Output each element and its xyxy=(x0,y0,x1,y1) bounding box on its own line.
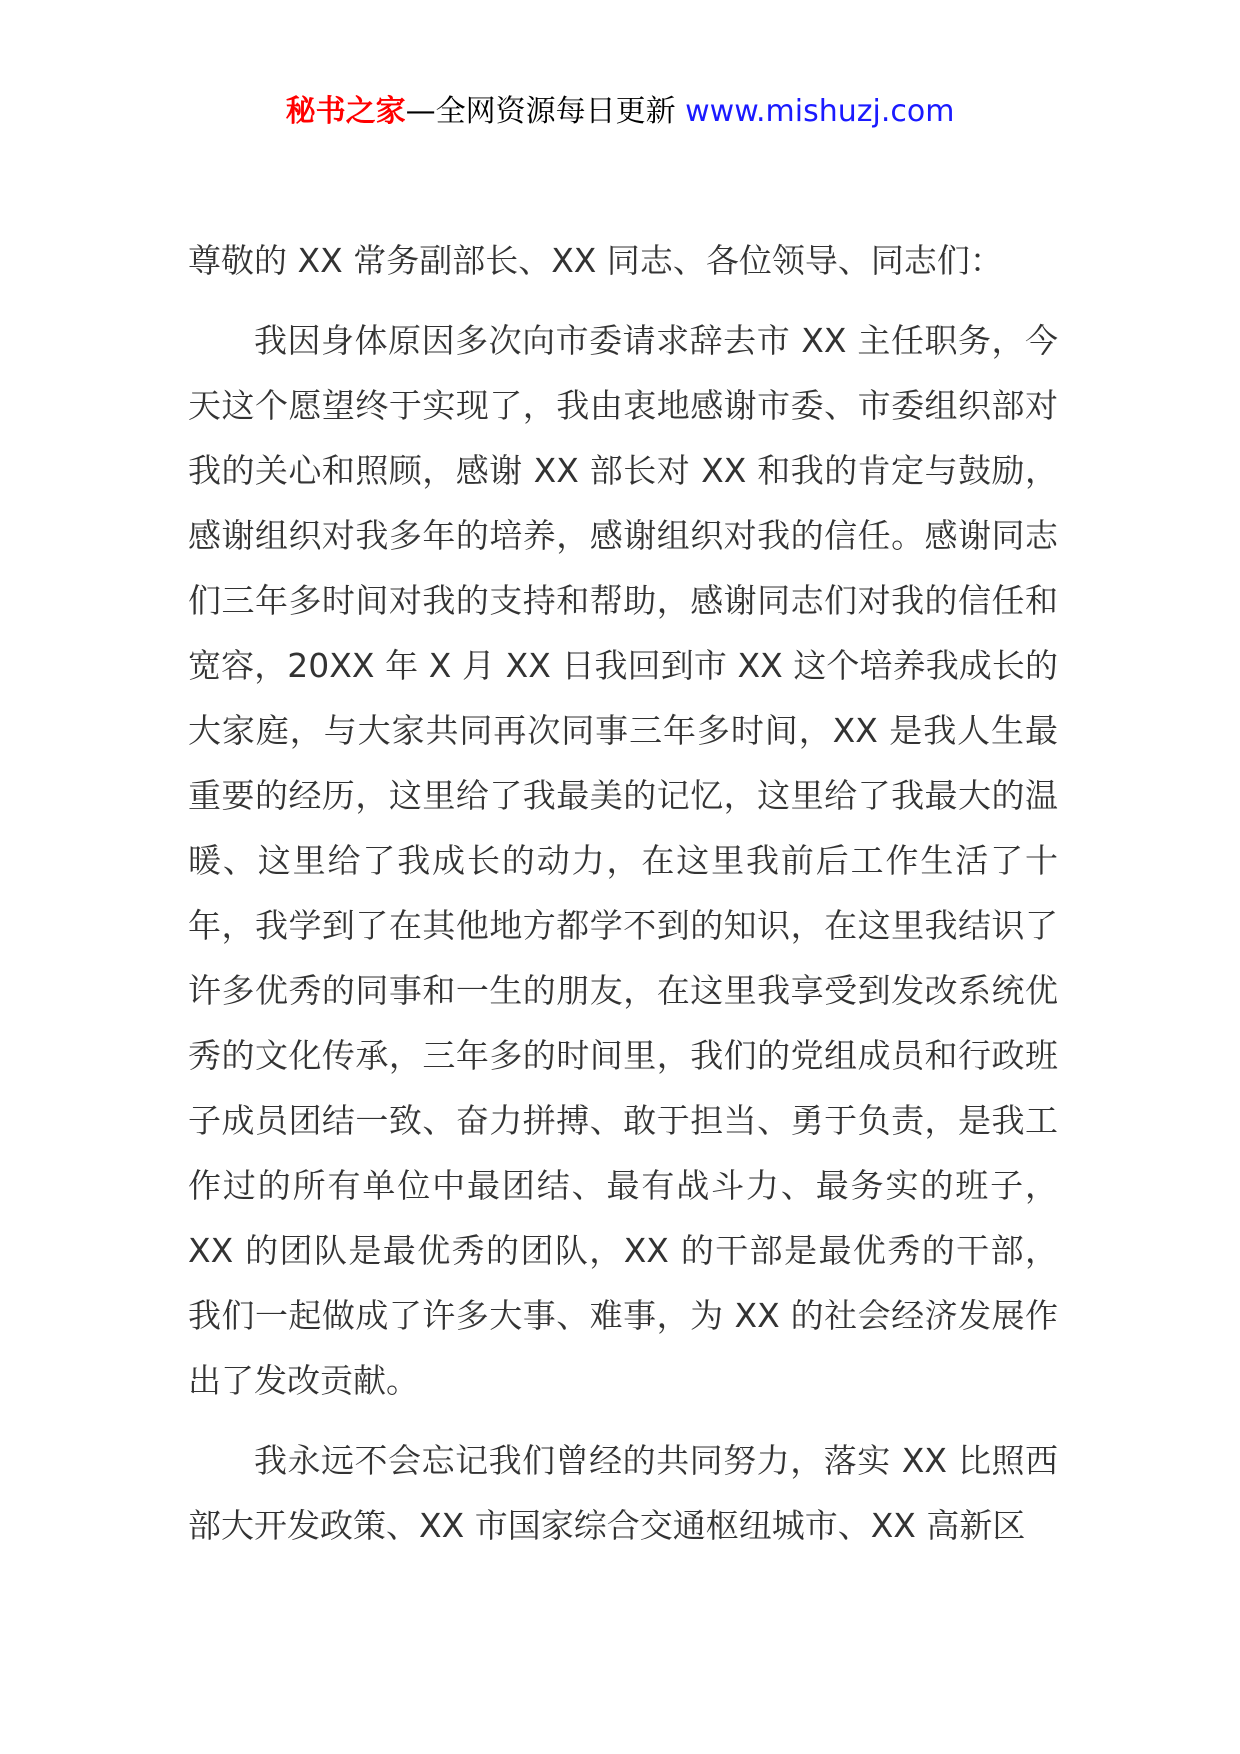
paragraph-2: 我永远不会忘记我们曾经的共同努力，落实 XX 比照西部大开发政策、XX 市国家综合交通枢纽城市、XX 高新区 xyxy=(188,1441,1058,1545)
paragraph-1: 我因身体原因多次向市委请求辞去市 XX 主任职务，今天这个愿望终于实现了，我由衷地感谢市委、市委组织部对我的关心和照顾，感谢 XX 部长对 XX 和我的肯定与鼓励，感谢组织对我多年的培养，感谢组织对我的信任。感谢同志们三年多时间对我的支持和帮助，感谢同志们对我的信任和宽容，20XX 年 X 月 XX 日我回到市 XX 这个培养我成长的大家庭，与大家共同再次同事三年多时间，XX 是我人生最重要的经历，这里给了我最美的记忆，这里给了我最大的温暖、这里给了我成长的动力，在这里我前后工作生活了十年，我学到了在其他地方都学不到的知识，在这里我结识了许多优秀的同事和一生的朋友，在这里我享受到发改系统优秀的文化传承，三年多的时间里，我们的党组成员和行政班子成员团结一致、奋力拼搏、敢于担当、勇于负责，是我工作过的所有单位中最团结、最有战斗力、最务实的班子，XX 的团队是最优秀的团队，XX 的干部是最优秀的干部，我们一起做成了许多大事、难事，为 XX 的社会经济发展作出了发改贡献。 xyxy=(188,321,1058,1400)
header-tagline: —全网资源每日更新 xyxy=(405,94,676,129)
site-url-link[interactable]: www.mishuzj.com xyxy=(685,94,955,129)
page-header xyxy=(0,92,1240,132)
document-body xyxy=(188,228,1058,1558)
salutation: 尊敬的 XX 常务副部长、XX 同志、各位领导、同志们： xyxy=(188,241,1003,280)
brand-name: 秘书之家 xyxy=(285,94,406,129)
